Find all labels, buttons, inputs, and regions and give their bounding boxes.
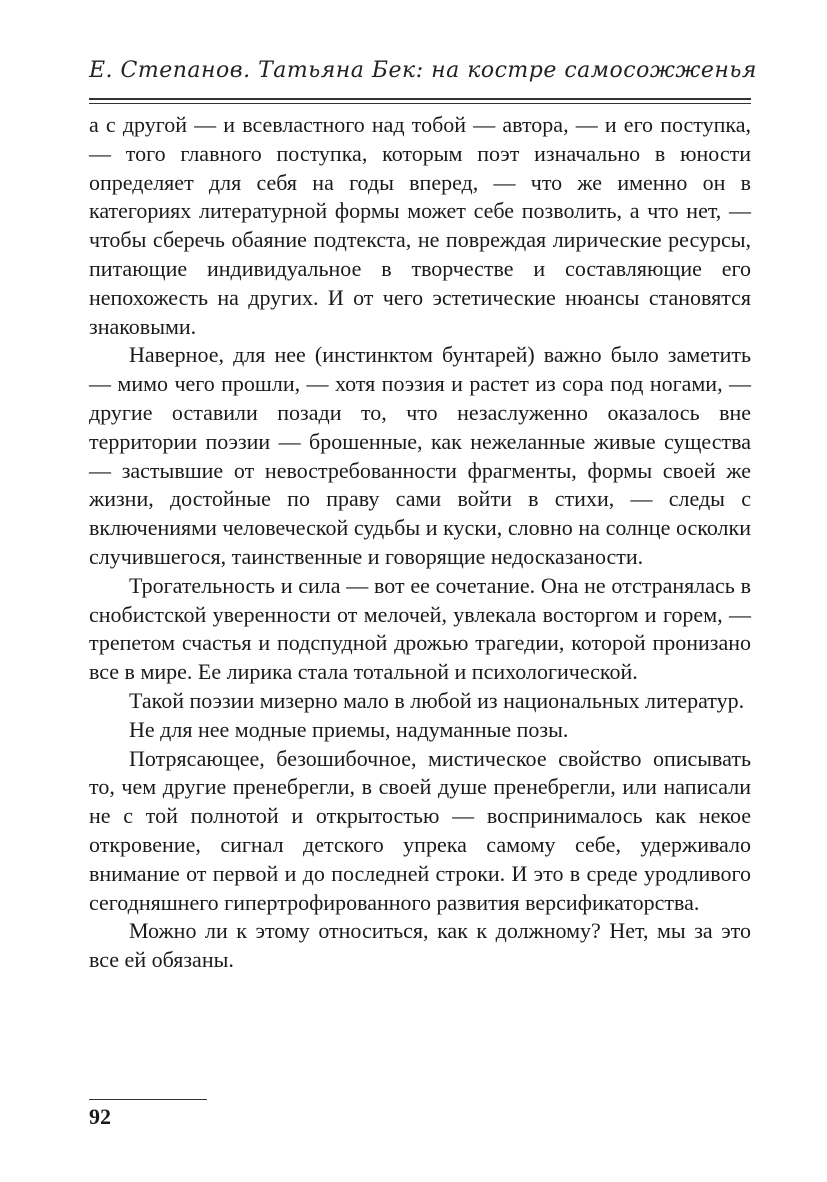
page-number: 92 — [89, 1104, 111, 1129]
paragraph: а с другой — и всевластного над тобой — автора, — и его поступка, — того главного поступка, которым поэт изначально в юности определяет для себя на годы вперед, — что же именно он в категориях литературной формы может себе позволить, а что нет, — чтобы сберечь обаяние подтекста, не повреждая лирические ресурсы, питающие индивидуальное в творчестве и составляющие его непохожесть на других. И от чего эстетические нюансы становятся знаковыми. — [89, 112, 751, 339]
header-rule-thick — [89, 98, 751, 100]
footer-rule — [89, 1099, 207, 1100]
paragraph: Наверное, для нее (инстинктом бунтарей) важно было заметить — мимо чего прошли, — хотя поэзия и растет из сора под ногами, — другие оставили позади то, что незаслуженно оказалось вне территории поэзии — брошенные, как нежеланные живые существа — застывшие от невостребованности фрагменты, формы своей же жизни, достойные по праву сами войти в стихи, — следы с включениями человеческой судьбы и куски, словно на солнце осколки случившегося, таинственные и говорящие недосказаности. — [89, 342, 751, 569]
paragraph: Не для нее модные приемы, надуманные позы. — [129, 716, 569, 742]
paragraph: Такой поэзии мизерно мало в любой из национальных литератур. — [129, 687, 745, 713]
paragraph: Можно ли к этому относиться, как к должному? Нет, мы за это все ей обязаны. — [89, 918, 751, 973]
paragraph: Потрясающее, безошибочное, мистическое свойство описывать то, чем другие пренебрегли, в своей душе пренебрегли, или написали не с той полнотой и открытостью — воспринималось как некое откровение, сигнал детского упрека самому себе, удерживало внимание от первой и до последней строки. И это в среде уродливого сегодняшнего гипертрофированного развития версификаторства. — [89, 745, 751, 915]
running-header-title: Е. Степанов. Татьяна Бек: на костре самосожженья — [89, 58, 757, 83]
body-text — [89, 111, 751, 975]
header-rule-thin — [89, 103, 751, 104]
paragraph: Трогательность и сила — вот ее сочетание. Она не отстранялась в снобистской уверенности от мелочей, увлекала восторгом и горем, — трепетом счастья и подспудной дрожью трагедии, которой пронизано все в мире. Ее лирика стала тотальной и психологической. — [89, 572, 751, 685]
